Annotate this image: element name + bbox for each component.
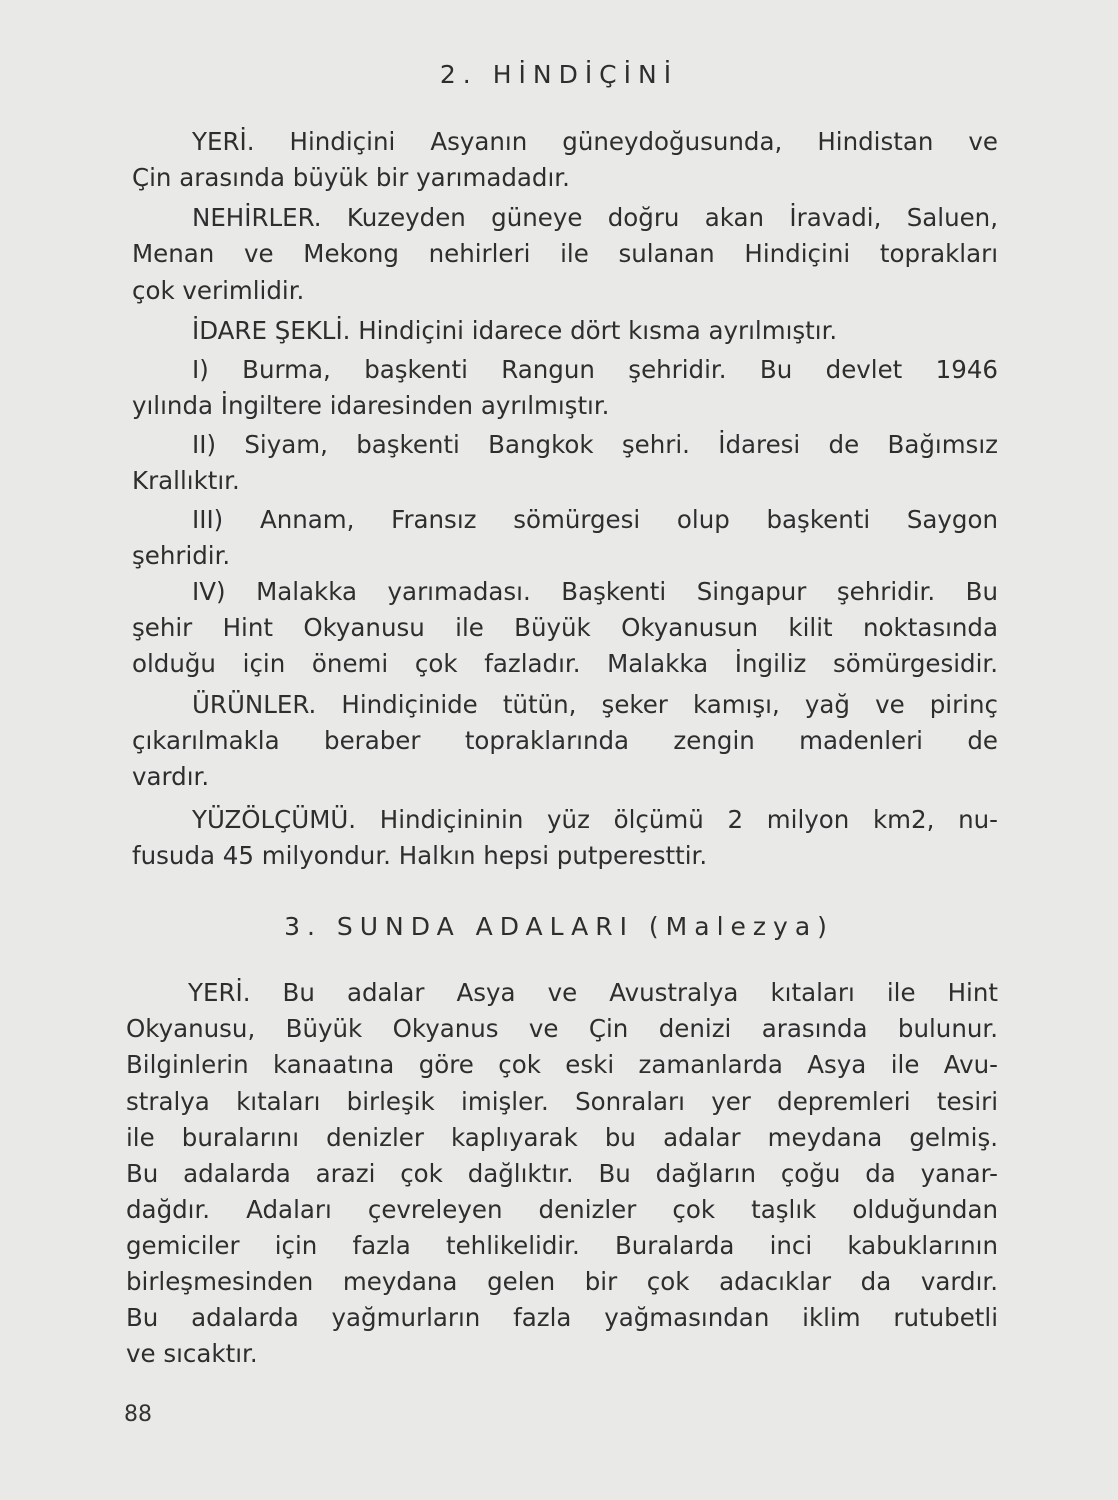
page-number: 88	[124, 1402, 152, 1427]
paragraph-line: İDARE ŞEKLİ. Hindiçini idarece dört kısma ayrılmıştır.	[192, 316, 838, 345]
paragraph-line: yılında İngiltere idaresinden ayrılmıştır.	[132, 391, 610, 420]
section-title-sunda-adalari: 3. SUNDA ADALARI (Malezya)	[284, 912, 834, 941]
paragraph-line: YERİ. Bu adalar Asya ve Avustralya kıtaları ile Hint	[188, 978, 998, 1007]
paragraph-line: NEHİRLER. Kuzeyden güneye doğru akan İravadi, Saluen,	[192, 203, 998, 232]
paragraph-line: Menan ve Mekong nehirleri ile sulanan Hindiçini toprakları	[132, 239, 998, 268]
paragraph-line: Bu adalarda yağmurların fazla yağmasından iklim rutubetli	[126, 1303, 998, 1332]
section-title-hindicini: 2. HİNDİÇİNİ	[439, 60, 679, 89]
paragraph-line: I) Burma, başkenti Rangun şehridir. Bu devlet 1946	[192, 355, 998, 384]
paragraph-line: YÜZÖLÇÜMÜ. Hindiçininin yüz ölçümü 2 milyon km2, nu-	[192, 805, 998, 834]
paragraph-line: ve sıcaktır.	[126, 1339, 258, 1368]
paragraph-line: Okyanusu, Büyük Okyanus ve Çin denizi arasında bulunur.	[126, 1014, 998, 1043]
paragraph-line: gemiciler için fazla tehlikelidir. Buralarda inci kabuklarının	[126, 1231, 998, 1260]
paragraph-line: ile buralarını denizler kaplıyarak bu adalar meydana gelmiş.	[126, 1123, 998, 1152]
paragraph-line: vardır.	[132, 762, 210, 791]
paragraph-line: şehir Hint Okyanusu ile Büyük Okyanusun kilit noktasında	[132, 613, 998, 642]
paragraph-line: II) Siyam, başkenti Bangkok şehri. İdaresi de Bağımsız	[192, 430, 998, 459]
paragraph-line: stralya kıtaları birleşik imişler. Sonraları yer depremleri tesiri	[126, 1087, 998, 1116]
paragraph-line: Bilginlerin kanaatına göre çok eski zamanlarda Asya ile Avu-	[126, 1050, 998, 1079]
paragraph-line: çıkarılmakla beraber topraklarında zengin madenleri de	[132, 726, 998, 755]
paragraph-line: Bu adalarda arazi çok dağlıktır. Bu dağların çoğu da yanar-	[126, 1159, 998, 1188]
paragraph-line: III) Annam, Fransız sömürgesi olup başkenti Saygon	[192, 505, 998, 534]
paragraph-line: Krallıktır.	[132, 466, 240, 495]
paragraph-line: olduğu için önemi çok fazladır. Malakka İngiliz sömürgesidir.	[132, 649, 998, 678]
paragraph-line: fusuda 45 milyondur. Halkın hepsi putperesttir.	[132, 841, 708, 870]
paragraph-line: şehridir.	[132, 541, 231, 570]
paragraph-line: IV) Malakka yarımadası. Başkenti Singapur şehridir. Bu	[192, 577, 998, 606]
paragraph-line: dağdır. Adaları çevreleyen denizler çok taşlık olduğundan	[126, 1195, 998, 1224]
paragraph-line: birleşmesinden meydana gelen bir çok adacıklar da vardır.	[126, 1267, 998, 1296]
paragraph-line: YERİ. Hindiçini Asyanın güneydoğusunda, Hindistan ve	[192, 127, 998, 156]
paragraph-line: Çin arasında büyük bir yarımadadır.	[132, 163, 570, 192]
paragraph-line: çok verimlidir.	[132, 276, 305, 305]
paragraph-line: ÜRÜNLER. Hindiçinide tütün, şeker kamışı, yağ ve pirinç	[192, 690, 998, 719]
